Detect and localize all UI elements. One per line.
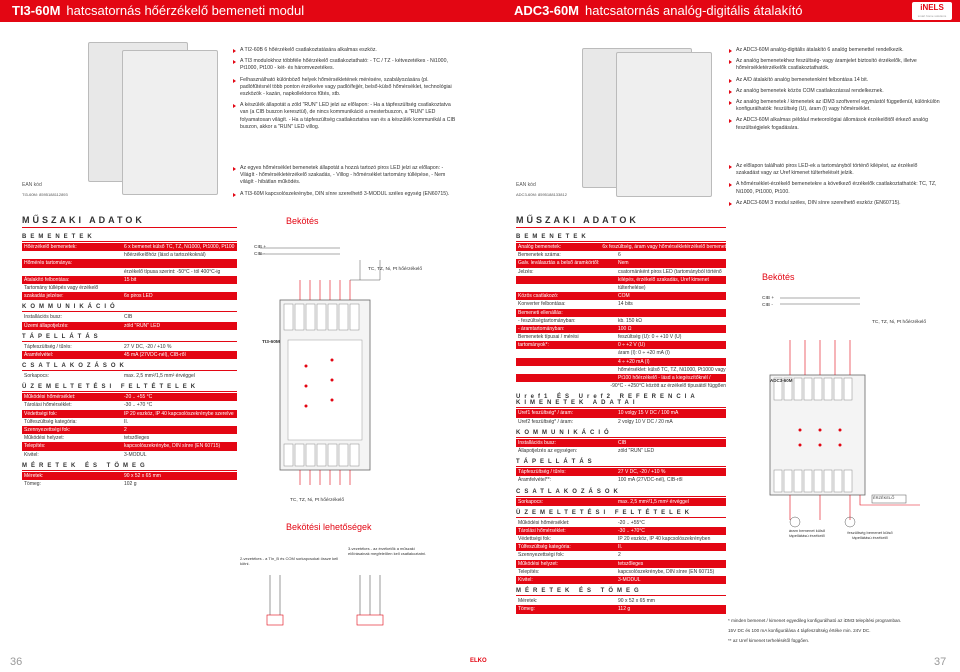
spec-key: Túlfeszültség kategória: [518,544,571,551]
spec-value: CIB [618,439,627,446]
section-divider [516,595,726,596]
page-header-bar [0,0,960,22]
section-divider [516,496,726,497]
bullet: A TI2-60B 6 hőérzékelő csatlakoztatására alkalmas eszköz. [232,47,457,54]
spec-row [516,374,726,382]
spec-value: hőérzékelőhöz (lásd a tartozékoknál) [124,252,206,259]
spec-value: II. [618,544,623,551]
spec-section-title: KOMMUNIKÁCIÓ [516,429,613,436]
spec-section-title: TÁPELLÁTÁS [22,333,102,340]
spec-row [516,519,726,527]
page-number-left: 36 [10,656,23,668]
spec-key: Telepítés: [24,443,46,450]
spec-key: Konverter felbontása: [518,301,566,308]
spec-row [22,434,237,442]
section-divider [516,466,726,467]
right-module-code: ADC3-60M [770,378,793,383]
spec-value: 6x piros LED [124,293,153,300]
spec-value: csatornánként piros LED (tartományból történő [618,268,722,275]
sensor-box-label: ÉRZÉKELŐ [873,495,895,500]
section-divider [516,241,726,242]
spec-value: 10 volgy 15 V DC / 100 mA [618,410,679,417]
bullet: Az ADC3-60M analóg-digitális átalakító 6 analóg bemenettel rendelkezik. [728,47,940,54]
spec-value: érzékelő típusa szerint: -50°C - tól 400°C-ig [124,268,221,275]
spec-key [22,268,122,276]
spec-value: IP 20 eszköz, IP 40 kapcsolószekrényben [618,536,711,543]
section-divider [22,311,237,312]
sensor-label-bottom: TC, TZ, Ni, Pt hőérzékelő [290,498,345,503]
spec-value: 45 mA (27VDC-nél), CIB-ről [124,351,186,358]
left-header-title: TI3-60M hatcsatornás hőérzékelő bemeneti modul [12,3,305,18]
right-header-title: ADC3-60M hatcsatornás analóg-digitális átalakító [514,3,803,18]
spec-row [22,393,237,401]
section-divider [22,370,237,371]
spec-value: II. [124,418,129,425]
spec-value: 4 ÷ +20 mA (I) [618,358,650,365]
right-cib-plus-label: CIB + [762,296,775,301]
spec-row [516,468,726,476]
spec-row [516,476,726,484]
left-module-code: TI3-60M [262,340,280,345]
connection-options-diagram [260,570,420,640]
left-ean-label: EAN kód [22,182,42,188]
spec-row [516,317,726,325]
spec-key: Védettségi fok: [24,410,58,417]
spec-value [122,284,237,292]
spec-row [22,251,237,259]
spec-key: szakadás jelzése: [24,293,64,300]
spec-value: 27 V DC, -20 / +10 % [618,469,666,476]
section-divider [22,341,237,342]
page-number-right: 37 [934,656,947,668]
spec-key: Tárolási hőmérséklet: [518,527,566,534]
spec-value: -90°C - +250°C között az érzékelő típusától függően [610,383,726,390]
spec-value: Nem [618,260,629,267]
section-divider [22,241,237,242]
spec-row [516,447,726,455]
spec-value: 15 bit [124,276,137,283]
spec-key: Méretek: [24,472,44,479]
spec-value: 102 g [124,480,137,487]
spec-key: Hőérzékelő bemenetek: [24,244,77,250]
spec-section-title: MÉRETEK ÉS TÖMEG [22,462,149,469]
adc3-device-photo-right [616,52,712,197]
spec-row [22,243,237,251]
spec-value: 2 volgy 10 V DC / 20 mA [618,418,673,425]
bullet: Az analóg bemenetek / kimenetek az iDM3 szoftverrel egymástól függetlenül, különkülön konfigurálhatók: feszültség (U), áram (I) vagy hőmérséklet. [728,99,940,113]
spec-key: Szennyezettségi fok: [24,427,71,433]
spec-value: 6x feszültség, áram vagy hőmérsékletérzékelő bemenet [602,244,726,250]
spec-row [516,382,726,390]
bullet: Az analóg bemenetek közös COM csatlakozással rendelkeznek. [728,88,940,95]
spec-row [516,568,726,576]
right-ean-code: ADC3-60M: 8595188133812 [516,192,567,197]
footnote-1: * minden bemenet / kimenet egyedileg konfigurálható az iDM3 telepítési programban. [728,618,902,623]
spec-key: - feszültségtartományban: [518,317,576,324]
spec-key [516,284,616,292]
spec-row [516,341,726,349]
spec-key: Közös csatlakozó: [518,293,559,300]
spec-value: max. 2,5 mm²/1,5 mm² érvéggel [618,498,689,505]
left-bekotes-title: Bekötés [286,216,319,226]
bullet: A hőmérséklet-érzékelő bemenetekre a következő érzékelők csatlakoztathatók: TC, TZ, Ni1000, Pt1000, Pt100. [728,181,940,195]
spec-value: 2 [124,427,127,433]
spec-row [22,292,237,300]
spec-section-title: TÁPELLÁTÁS [516,459,596,466]
spec-value: 100 mA (27VDC-nél), CIB-ről [618,477,683,484]
spec-key: tartományok*: [518,342,549,349]
right-wiring-diagram [760,290,950,610]
spec-value: -20 .. +55°C [618,519,645,526]
spec-key: Galv. leválasztás a belső áramkörtől: [518,260,600,267]
spec-value: 6 [618,252,621,259]
section-divider [22,470,237,471]
bullet: Az előlapon található piros LED-ek a tartományból történő kilépést, az érzékelő szakadást vagy az Uref kimenet túlterhelését jelzik. [728,163,940,177]
spec-row [22,372,237,380]
spec-key: Sorkapocs: [24,373,50,380]
spec-row [516,243,726,251]
spec-value: 27 V DC, -20 / +10 % [124,343,172,350]
spec-value: 90 x 52 x 65 mm [124,472,161,479]
spec-row [516,333,726,341]
spec-key: Tápfeszültség / tűrés: [24,343,72,350]
spec-row [516,358,726,366]
right-bullets-a [728,47,940,136]
section-divider [22,391,237,392]
spec-row [516,259,726,267]
section-divider [516,437,726,438]
left-divider [22,227,237,228]
spec-key: Telepítés: [518,568,540,575]
spec-key: Installációs busz: [518,439,557,446]
bullet: Az ADC3-60M alkalmas például meteorológiai állomások érzékelőitől érkező analóg feszültségjelek fogadására. [728,117,940,131]
spec-row [22,351,237,359]
left-bullets-b [232,165,457,202]
spec-key: Védettségi fok: [518,536,552,543]
spec-key: Működési helyzet: [518,560,559,567]
spec-key [516,276,616,284]
spec-key [516,374,616,382]
spec-row [22,418,237,426]
spec-key [516,382,608,390]
spec-section-title: BEMENETEK [516,234,590,240]
spec-section-title: BEMENETEK [22,234,96,240]
bullet: A készülék állapotát a zöld "RUN" LED jelzi az előlapon: - Ha a tápfeszültség csatlakoztatva van (a CIB buszon keresztül), de nincs kommunikáció a mesterbuszon, a "RUN" LED folyamatosan világít. - Ha a tápfeszültség csatlakoztatva van és a készülék kommunikál a CIB buszon, akkor a "RUN" LED villog. [232,102,457,131]
spec-key: Kivitel: [518,577,533,583]
spec-value: Pt100 hőérzékelő - lásd a kiegészítőknél / [618,375,711,381]
spec-key: Uref1 feszültség* / áram: [518,410,574,417]
spec-section-title: CSATLAKOZÁSOK [516,488,622,495]
spec-row [22,276,237,284]
spec-key: Hőmérés tartománya: [24,260,73,267]
spec-key: Működési helyzet: [24,435,65,442]
spec-value: IP 20 eszköz, IP 40 kapcsolószekrénybe szerelve [124,410,234,417]
spec-row [22,401,237,409]
option-3-wire: 3-vezetékes - az érzékelők a műszaki előírásainak megfelelően kell csatlakoztatni. [348,546,427,556]
cib-plus-label: CIB + [254,245,267,250]
spec-key [516,366,616,374]
spec-row [22,480,237,488]
current-input-caption: áram bemenet külső tápellátású érzékelő [788,528,826,538]
spec-row [516,576,726,584]
section-divider [516,517,726,518]
spec-value: zöld "RUN" LED [124,322,161,329]
sensor-label: TC, TZ, Ni, Pt hőérzékelő [368,267,423,272]
spec-key: Installációs busz: [24,314,63,321]
spec-value: kb. 150 kΩ [618,317,643,324]
right-bullets-b [728,163,940,211]
spec-value: max. 2,5 mm²/1,5 mm² érvéggel [124,373,195,380]
spec-key: Működési hőmérséklet: [24,394,76,401]
spec-section-title: CSATLAKOZÁSOK [22,363,128,370]
spec-value: 3-MODUL [124,451,147,458]
option-2-wire: 2-vezetékes - a TIn_B és COM sorkapcsokat össze kell kötni. [240,556,339,566]
footnote-2: ** az Uref kimenet terhelésétől függően. [728,638,810,643]
spec-value: 2 [618,552,621,559]
spec-key: Kivitel: [24,451,39,458]
spec-row [516,251,726,259]
right-tech-title: MŰSZAKI ADATOK [516,215,639,225]
spec-row [516,349,726,357]
spec-value: CIB [124,314,133,321]
spec-value: 6 x bemenet külső TC, TZ, Ni1000, Pt1000, Pt100 [124,244,235,250]
spec-row [22,268,237,276]
spec-key: Méretek: [518,598,538,605]
spec-row [516,551,726,559]
spec-key [516,349,616,357]
spec-value: hőmérséklet: külső TC, TZ, Ni1000, Pt1000 vagy [618,366,726,373]
spec-row [516,605,726,613]
spec-key: Szennyezettségi fok: [518,552,565,559]
right-spec-table [516,230,726,614]
right-ean-label: EAN kód [516,182,536,188]
spec-row [516,325,726,333]
spec-value: áram (I): 0 ÷ +20 mA (I) [618,350,670,357]
spec-key: Működési hőmérséklet: [518,519,570,526]
footnote-1b: 15V DC és 100 mA konfigurálása 4 tápfeszültség értéke min. 24V DC. [728,628,871,633]
spec-row [516,366,726,374]
spec-row [22,472,237,480]
left-spec-table [22,230,237,488]
spec-row [516,409,726,417]
spec-row [22,343,237,351]
spec-value [616,309,726,317]
spec-value: -30 .. +70°C [618,527,645,534]
spec-row [22,410,237,418]
cib-minus-label: CIB - [254,252,265,257]
spec-row [516,597,726,605]
left-ean-code: TI3-60M: 8595188112893 [22,192,68,197]
spec-key [516,358,616,366]
spec-value: -30 .. +70 °C [124,402,153,409]
right-divider [516,227,726,228]
spec-value: -20 .. +55 °C [124,394,153,401]
spec-key: Áramfelvétel**: [518,477,552,484]
spec-key: Sorkapocs: [518,498,544,505]
spec-row [516,292,726,300]
spec-row [516,418,726,426]
right-cib-minus-label: CIB - [762,303,773,308]
ti3-device-photo-right [122,50,218,195]
spec-value: kapcsolószekrénybe, DIN sínre (EN 60715) [124,443,221,450]
spec-key: Uref2 feszültség* / áram: [518,418,574,425]
inels-logo: iNELS smart home solutions [912,2,952,20]
spec-key: Bemeneti ellenállás: [518,309,563,316]
spec-section-title: ÜZEMELTETÉSI FELTÉTELEK [22,384,200,391]
spec-row [22,442,237,450]
spec-value: túlterhelése) [618,284,646,291]
spec-key: Tömeg: [518,606,535,613]
spec-section-title: MÉRETEK ÉS TÖMEG [516,588,643,595]
bullet: Az analóg bemenetekhez feszültség- vagy áramjelet biztosító érzékelők, illetve hőmérsékletérzékelők csatlakoztathatók. [728,58,940,72]
bullet: Felhasználható különböző helyek hőmérsékletének mérésére, szabályozására (pl. padlófűtésnél több ponton érzékelve vagy padló/fejjér, belső-külső hőmérséklet, technológiai eszközök - kazán, napkollektoros fűtés, stb. [232,77,457,99]
spec-row [22,284,237,292]
spec-value: 0 ÷ +2 V (U) [618,342,646,349]
spec-key: Átalakító felbontása: [24,276,70,283]
spec-section-title: ÜZEMELTETÉSI FELTÉTELEK [516,509,694,516]
spec-key: Áramfelvétel: [24,351,54,358]
spec-value: 90 x 52 x 65 mm [618,598,655,605]
spec-value: 3-MODUL [618,577,641,583]
spec-row [516,535,726,543]
bullet: Az ADC3-60M 3 modul széles, DIN sínre szerelhető eszköz (EN60715). [728,200,940,207]
spec-row [22,313,237,321]
spec-key: - áramtartományban: [518,325,565,332]
spec-value: tetszőleges [618,560,644,567]
spec-key: Tápfeszültség / tűrés: [518,469,566,476]
spec-value: COM [618,293,630,300]
spec-value: zöld "RUN" LED [618,447,655,454]
spec-row [22,322,237,330]
right-sensor-label: TC, TZ, Ni, Pt hőérzékelő [872,320,927,325]
spec-value [122,259,237,267]
bullet: Az egyes hőmérséklet bemenetek állapotát a hozzá tartozó piros LED jelzi az előlapon: - Világít - hőmérsékletérzékelő szakadás, - Villog - hőmérséklet tartomány túllépése, - Nem világít - hibátlan működés. [232,165,457,187]
spec-value: feszültség (U): 0 ÷ +10 V (U) [618,334,682,341]
spec-row [516,300,726,308]
spec-row [516,268,726,276]
spec-row [22,426,237,434]
spec-key: Túlfeszültség kategória: [24,418,77,425]
spec-row [516,309,726,317]
spec-row [516,276,726,284]
spec-row [516,527,726,535]
spec-value: kilépés, érzékelő szakadás, Uref kimenet [618,276,709,283]
bullet: A TI3-60M kapcsolószekrénybe, DIN sínre szerelhető 3-MODUL széles egység (EN60715). [232,191,457,198]
spec-key: Jelzés: [518,268,534,275]
spec-row [516,439,726,447]
elko-logo: ELKO [470,658,487,664]
spec-key [22,251,122,259]
spec-key: Tárolási hőmérséklet: [24,402,72,409]
spec-key: Bemenetek típusai / mérési [518,334,579,341]
spec-key: Üzemi állapotjelzés: [24,322,69,329]
section-divider [516,407,726,408]
bullet: A TI3 modulokhoz többféle hőérzékelő csatlakoztatható: - TC / TZ - kétvezetékes - Ni1000, Pt1000, Pt100 - két- és háromvezetékes. [232,58,457,72]
spec-row [516,498,726,506]
bullet: Az A/D átalakító analóg bemenetenként felbontása 14 bit. [728,77,940,84]
spec-value: 100 Ω [618,325,632,332]
spec-key: Tömeg: [24,480,41,487]
left-wiring-diagram [240,240,410,510]
spec-row [22,259,237,267]
spec-key: Bemenetek száma: [518,252,561,259]
spec-row [22,451,237,459]
spec-key: Állapotjelzés az egységen: [518,447,578,454]
spec-value: 14 bits [618,301,633,308]
spec-row [516,560,726,568]
spec-row [516,543,726,551]
spec-section-title: KOMMUNIKÁCIÓ [22,304,119,311]
spec-key: Tartomány túllépés vagy érzékelő [24,284,99,291]
spec-value: 112 g [618,606,631,613]
left-tech-title: MŰSZAKI ADATOK [22,215,145,225]
right-bekotes-title: Bekötés [762,272,795,282]
left-bullets-a [232,47,457,135]
spec-value: tetszőleges [124,435,150,442]
voltage-input-caption: feszültség bemenet külső tápellátású érzékelő [847,530,893,540]
bekotesi-lehetosegek-title: Bekötési lehetőségek [286,522,372,532]
spec-section-title: Uref1 ÉS Uref2 REFERENCIA KIMENETEK ADATAI [516,394,699,407]
spec-row [516,284,726,292]
spec-value: kapcsolószekrénybe, DIN sínre (EN 60715) [618,568,715,575]
spec-key: Analóg bemenetek: [518,244,562,250]
